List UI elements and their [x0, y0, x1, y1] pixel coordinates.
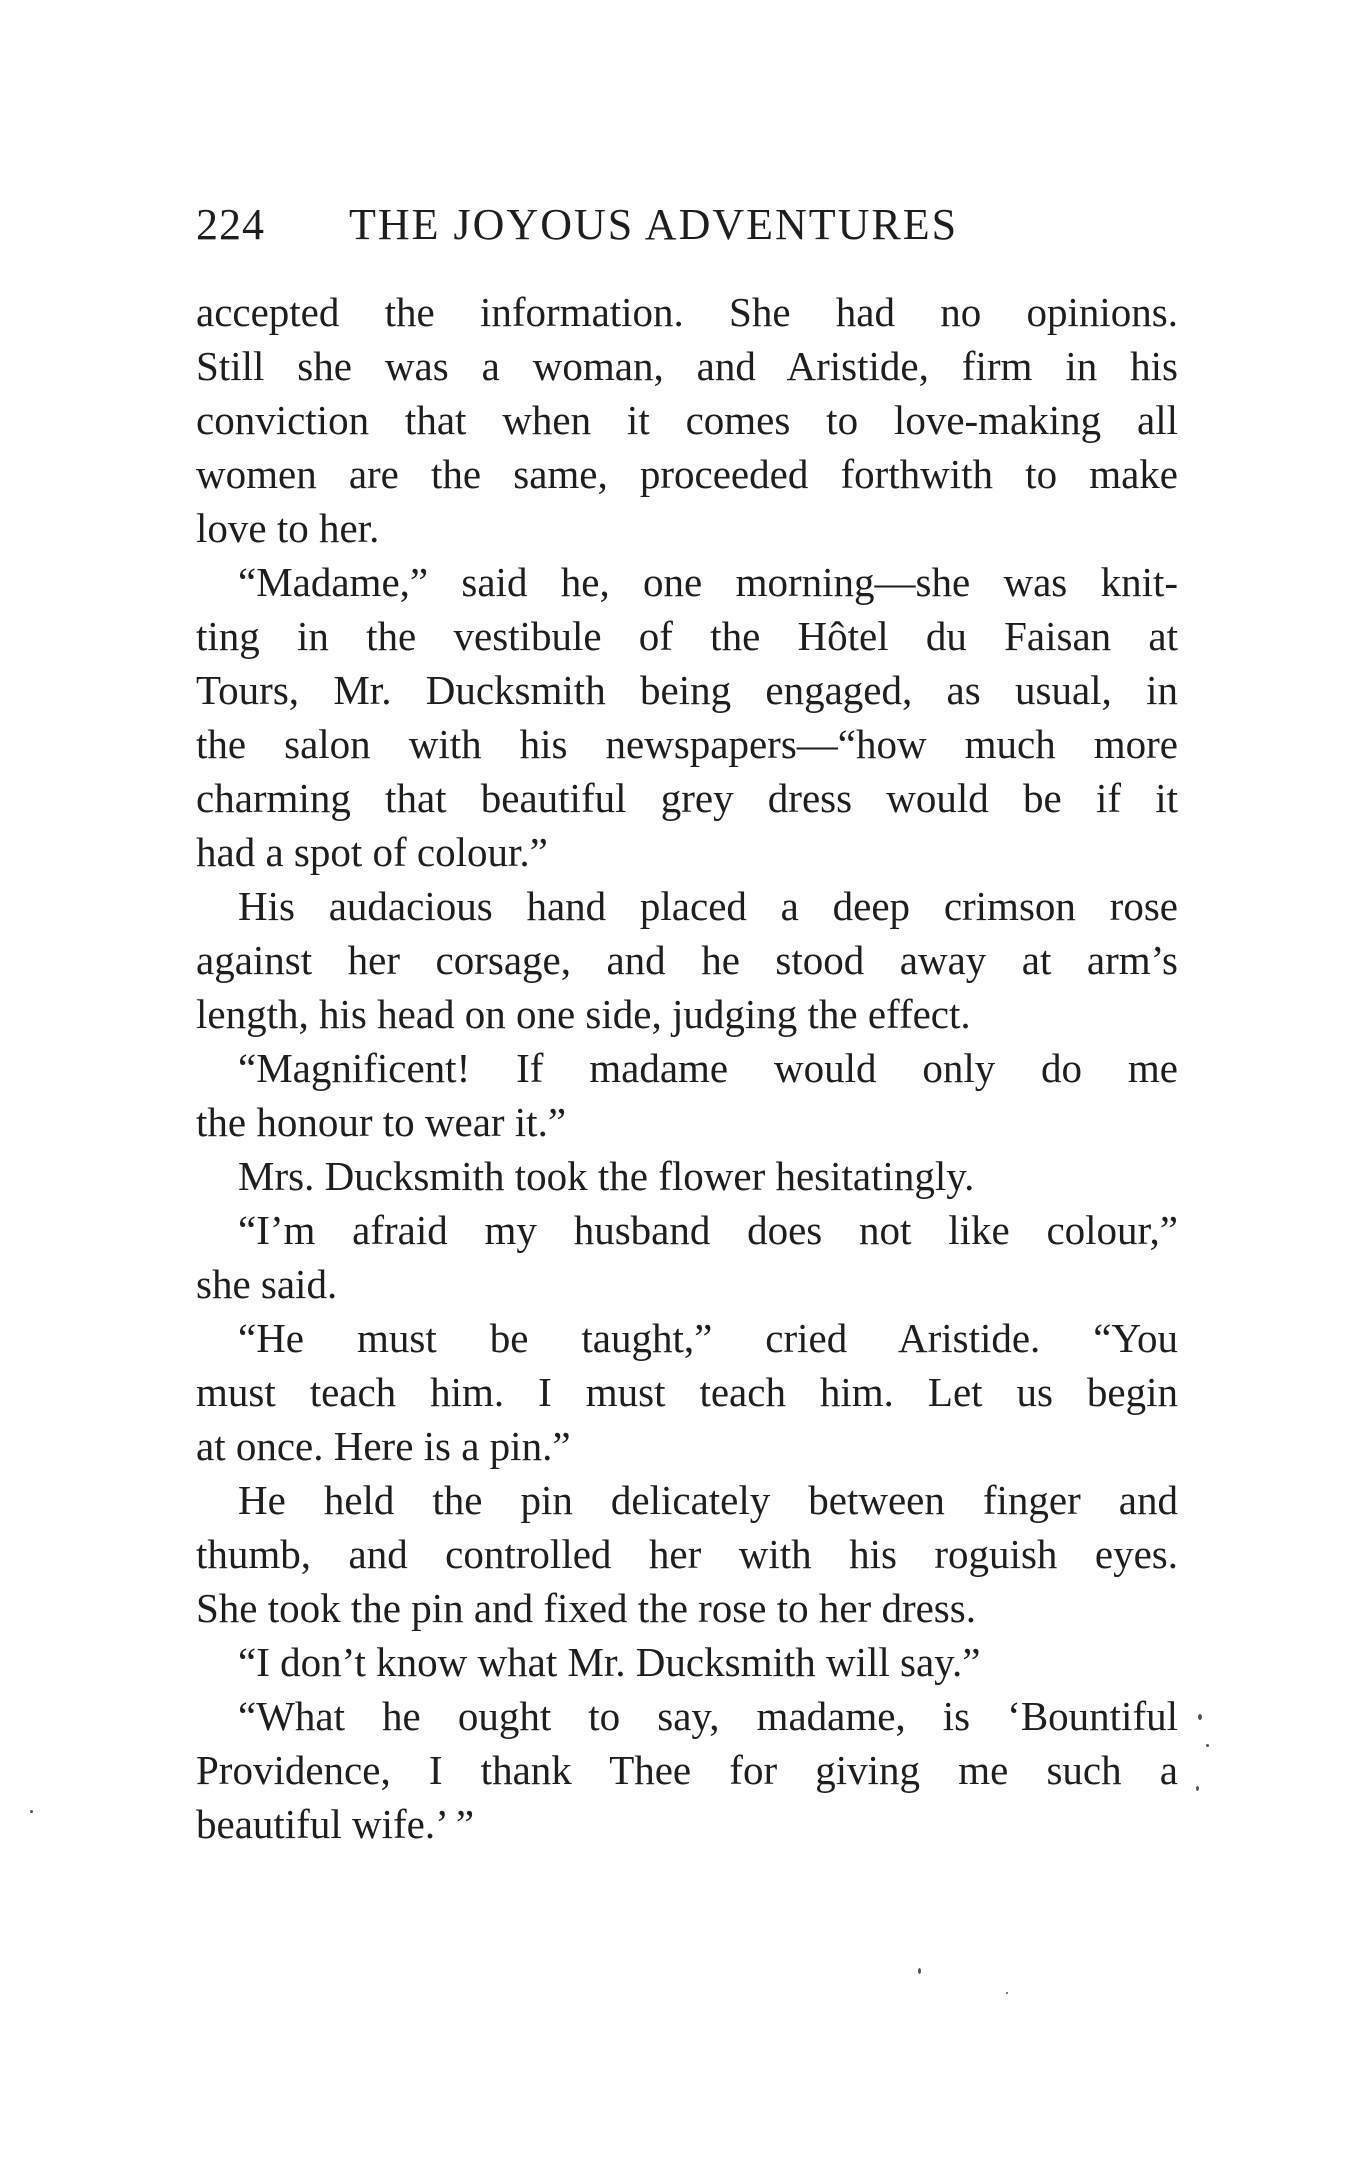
- scan-speck: [1198, 1714, 1202, 1720]
- paragraph-first-line: He held the pin delicately between finger and: [238, 1477, 1178, 1523]
- text-line: beautiful wife.’ ”: [196, 1801, 475, 1847]
- text-line: she said.: [196, 1261, 338, 1307]
- paragraph-first-line: “I’m afraid my husband does not like colour,”: [238, 1207, 1178, 1253]
- text-line: She took the pin and fixed the rose to her dress.: [196, 1585, 976, 1631]
- text-line: the salon with his newspapers—“how much more: [196, 721, 1178, 767]
- text-line: love to her.: [196, 505, 380, 551]
- text-line: ting in the vestibule of the Hôtel du Faisan at: [196, 613, 1178, 659]
- paragraph-first-line: “Magnificent! If madame would only do me: [238, 1045, 1178, 1091]
- text-line: Tours, Mr. Ducksmith being engaged, as usual, in: [196, 667, 1178, 713]
- text-line: accepted the information. She had no opinions.: [196, 289, 1178, 335]
- text-line: against her corsage, and he stood away at arm’s: [196, 937, 1178, 983]
- scan-speck: [1006, 1992, 1008, 1994]
- text-line: conviction that when it comes to love-making all: [196, 397, 1178, 443]
- scan-speck: [30, 1810, 33, 1813]
- paragraph-first-line: His audacious hand placed a deep crimson rose: [238, 883, 1178, 929]
- text-line: had a spot of colour.”: [196, 829, 548, 875]
- page-number: 224: [196, 200, 265, 249]
- page-header: [196, 198, 1166, 252]
- body-text: [196, 285, 1178, 1851]
- paragraph-first-line: “What he ought to say, madame, is ‘Bountiful: [238, 1693, 1178, 1739]
- scan-speck: [1206, 1744, 1209, 1747]
- text-line: Still she was a woman, and Aristide, firm in his: [196, 343, 1178, 389]
- text-line: must teach him. I must teach him. Let us begin: [196, 1369, 1178, 1415]
- running-head: THE JOYOUS ADVENTURES: [349, 200, 959, 249]
- paragraph-first-line: “Madame,” said he, one morning—she was knit-: [238, 559, 1178, 605]
- text-line: length, his head on one side, judging the effect.: [196, 991, 971, 1037]
- text-line: Providence, I thank Thee for giving me such a: [196, 1747, 1178, 1793]
- paragraph-first-line: “He must be taught,” cried Aristide. “You: [238, 1315, 1178, 1361]
- text-line: charming that beautiful grey dress would be if it: [196, 775, 1178, 821]
- scan-speck: [1196, 1786, 1199, 1791]
- text-line: the honour to wear it.”: [196, 1099, 567, 1145]
- paragraph-first-line: Mrs. Ducksmith took the flower hesitatingly.: [238, 1153, 975, 1199]
- scan-speck: [918, 1968, 921, 1974]
- text-line: at once. Here is a pin.”: [196, 1423, 571, 1469]
- paragraph-first-line: “I don’t know what Mr. Ducksmith will say.”: [238, 1639, 981, 1685]
- text-line: thumb, and controlled her with his roguish eyes.: [196, 1531, 1178, 1577]
- text-line: women are the same, proceeded forthwith to make: [196, 451, 1178, 497]
